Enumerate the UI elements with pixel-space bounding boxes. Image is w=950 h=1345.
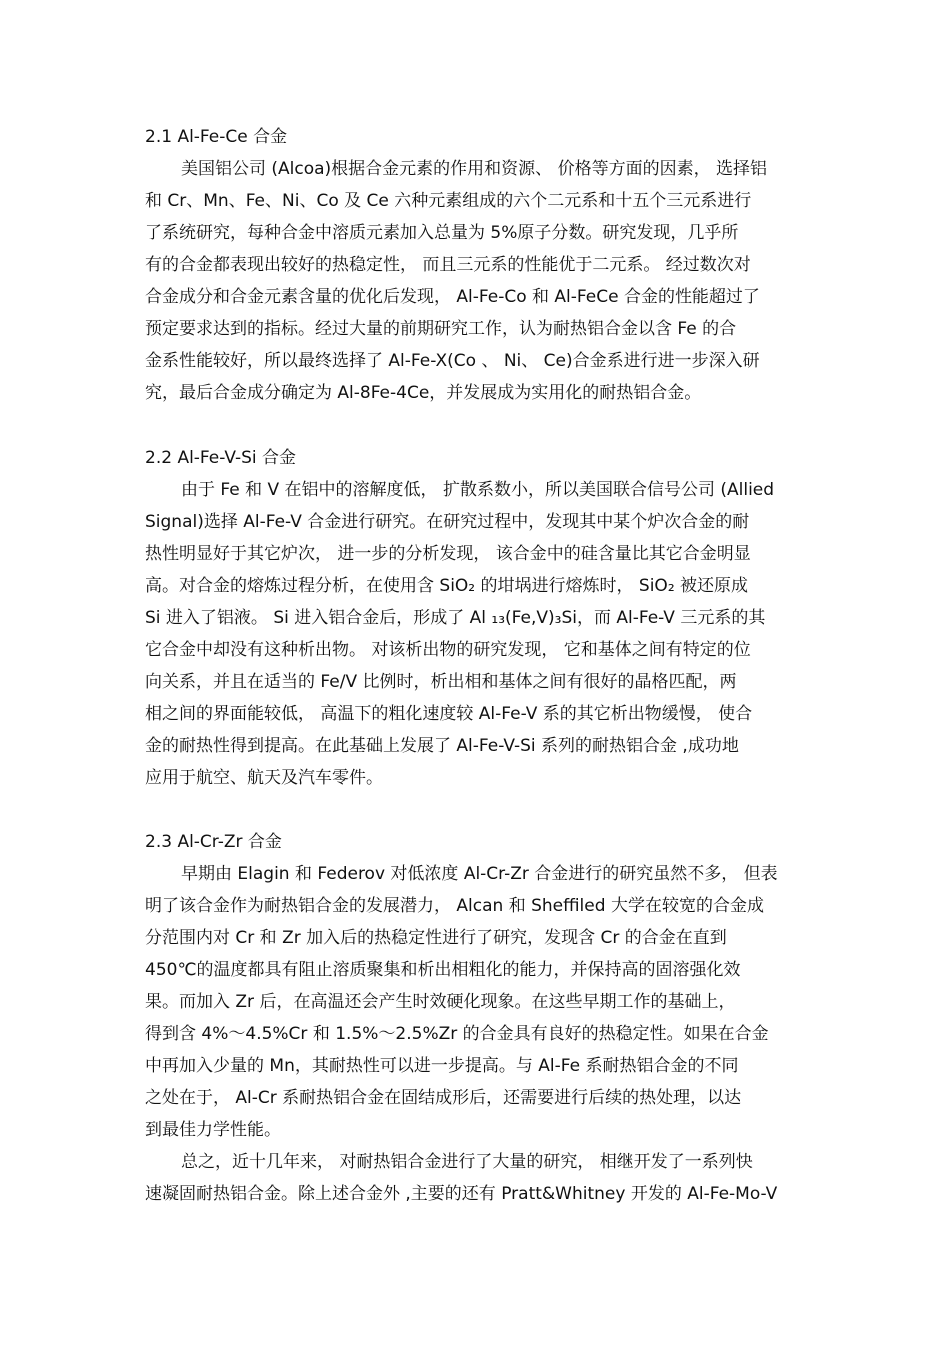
paragraph-line: 分范围内对 Cr 和 Zr 加入后的热稳定性进行了研究，发现含 Cr 的合金在直到 bbox=[145, 928, 727, 948]
paragraph-line: 之处在于， Al-Cr 系耐热铝合金在固结成形后，还需要进行后续的热处理，以达 bbox=[145, 1088, 742, 1108]
paragraph-line: 和 Cr、Mn、Fe、Ni、Co 及 Ce 六种元素组成的六个二元系和十五个三元系进行 bbox=[145, 191, 752, 211]
paragraph-line: 中再加入少量的 Mn，其耐热性可以进一步提高。与 Al-Fe 系耐热铝合金的不同 bbox=[145, 1056, 739, 1076]
paragraph-line: 明了该合金作为耐热铝合金的发展潜力， Alcan 和 Sheffiled 大学在较宽的合金成 bbox=[145, 896, 764, 916]
paragraph-line: 有的合金都表现出较好的热稳定性， 而且三元系的性能优于二元系。 经过数次对 bbox=[145, 255, 751, 275]
paragraph-line: 了系统研究，每种合金中溶质元素加入总量为 5%原子分数。研究发现，几乎所 bbox=[145, 223, 739, 243]
paragraph-line: 速凝固耐热铝合金。除上述合金外 ,主要的还有 Pratt&Whitney 开发的 Al-Fe-Mo-V bbox=[145, 1184, 778, 1204]
paragraph-line: 得到含 4%～4.5%Cr 和 1.5%～2.5%Zr 的合金具有良好的热稳定性。如果在合金 bbox=[145, 1024, 769, 1044]
paragraph-line: 向关系，并且在适当的 Fe/V 比例时，析出相和基体之间有很好的晶格匹配，两 bbox=[145, 672, 737, 692]
paragraph-line: 应用于航空、航天及汽车零件。 bbox=[145, 768, 383, 788]
paragraph-line: 热性明显好于其它炉次， 进一步的分析发现， 该合金中的硅含量比其它合金明显 bbox=[145, 544, 751, 564]
paragraph-line: 到最佳力学性能。 bbox=[145, 1120, 281, 1140]
paragraph-line: 预定要求达到的指标。经过大量的前期研究工作，认为耐热铝合金以含 Fe 的合 bbox=[145, 319, 737, 339]
paragraph-line: 究，最后合金成分确定为 Al-8Fe-4Ce，并发展成为实用化的耐热铝合金。 bbox=[145, 383, 702, 403]
paragraph-line: 由于 Fe 和 V 在铝中的溶解度低， 扩散系数小，所以美国联合信号公司 (Allied bbox=[181, 480, 775, 500]
paragraph-line: 早期由 Elagin 和 Federov 对低浓度 Al-Cr-Zr 合金进行的研究虽然不多， 但表 bbox=[181, 864, 778, 884]
paragraph-line: 它合金中却没有这种析出物。 对该析出物的研究发现， 它和基体之间有特定的位 bbox=[145, 640, 751, 660]
section-heading-2-1: 2.1 Al-Fe-Ce 合金 bbox=[145, 127, 288, 147]
paragraph-line: 果。而加入 Zr 后，在高温还会产生时效硬化现象。在这些早期工作的基础上， bbox=[145, 992, 736, 1012]
section-heading-2-3: 2.3 Al-Cr-Zr 合金 bbox=[145, 832, 282, 852]
paragraph-line: 美国铝公司 (Alcoa)根据合金元素的作用和资源、 价格等方面的因素， 选择铝 bbox=[181, 159, 767, 179]
paragraph-line: 相之间的界面能较低， 高温下的粗化速度较 Al-Fe-V 系的其它析出物缓慢， 使合 bbox=[145, 704, 753, 724]
paragraph-line: 总之，近十几年来， 对耐热铝合金进行了大量的研究， 相继开发了一系列快 bbox=[181, 1152, 753, 1172]
paragraph-line: 合金成分和合金元素含量的优化后发现， Al-Fe-Co 和 Al-FeCe 合金的性能超过了 bbox=[145, 287, 760, 307]
paragraph-line: 金系性能较好，所以最终选择了 Al-Fe-X(Co 、 Ni、 Ce)合金系进行进一步深入研 bbox=[145, 351, 760, 371]
paragraph-line: Signal)选择 Al-Fe-V 合金进行研究。在研究过程中，发现其中某个炉次合金的耐 bbox=[145, 512, 750, 532]
paragraph-line: 金的耐热性得到提高。在此基础上发展了 Al-Fe-V-Si 系列的耐热铝合金 ,成功地 bbox=[145, 736, 739, 756]
section-heading-2-2: 2.2 Al-Fe-V-Si 合金 bbox=[145, 448, 297, 468]
paragraph-line: Si 进入了铝液。 Si 进入铝合金后，形成了 Al ₁₃(Fe,V)₃Si，而 Al-Fe-V 三元系的其 bbox=[145, 608, 766, 628]
paragraph-line: 高。对合金的熔炼过程分析，在使用含 SiO₂ 的坩埚进行熔炼时， SiO₂ 被还原成 bbox=[145, 576, 749, 596]
paragraph-line: 450℃的温度都具有阻止溶质聚集和析出相粗化的能力，并保持高的固溶强化效 bbox=[145, 960, 741, 980]
